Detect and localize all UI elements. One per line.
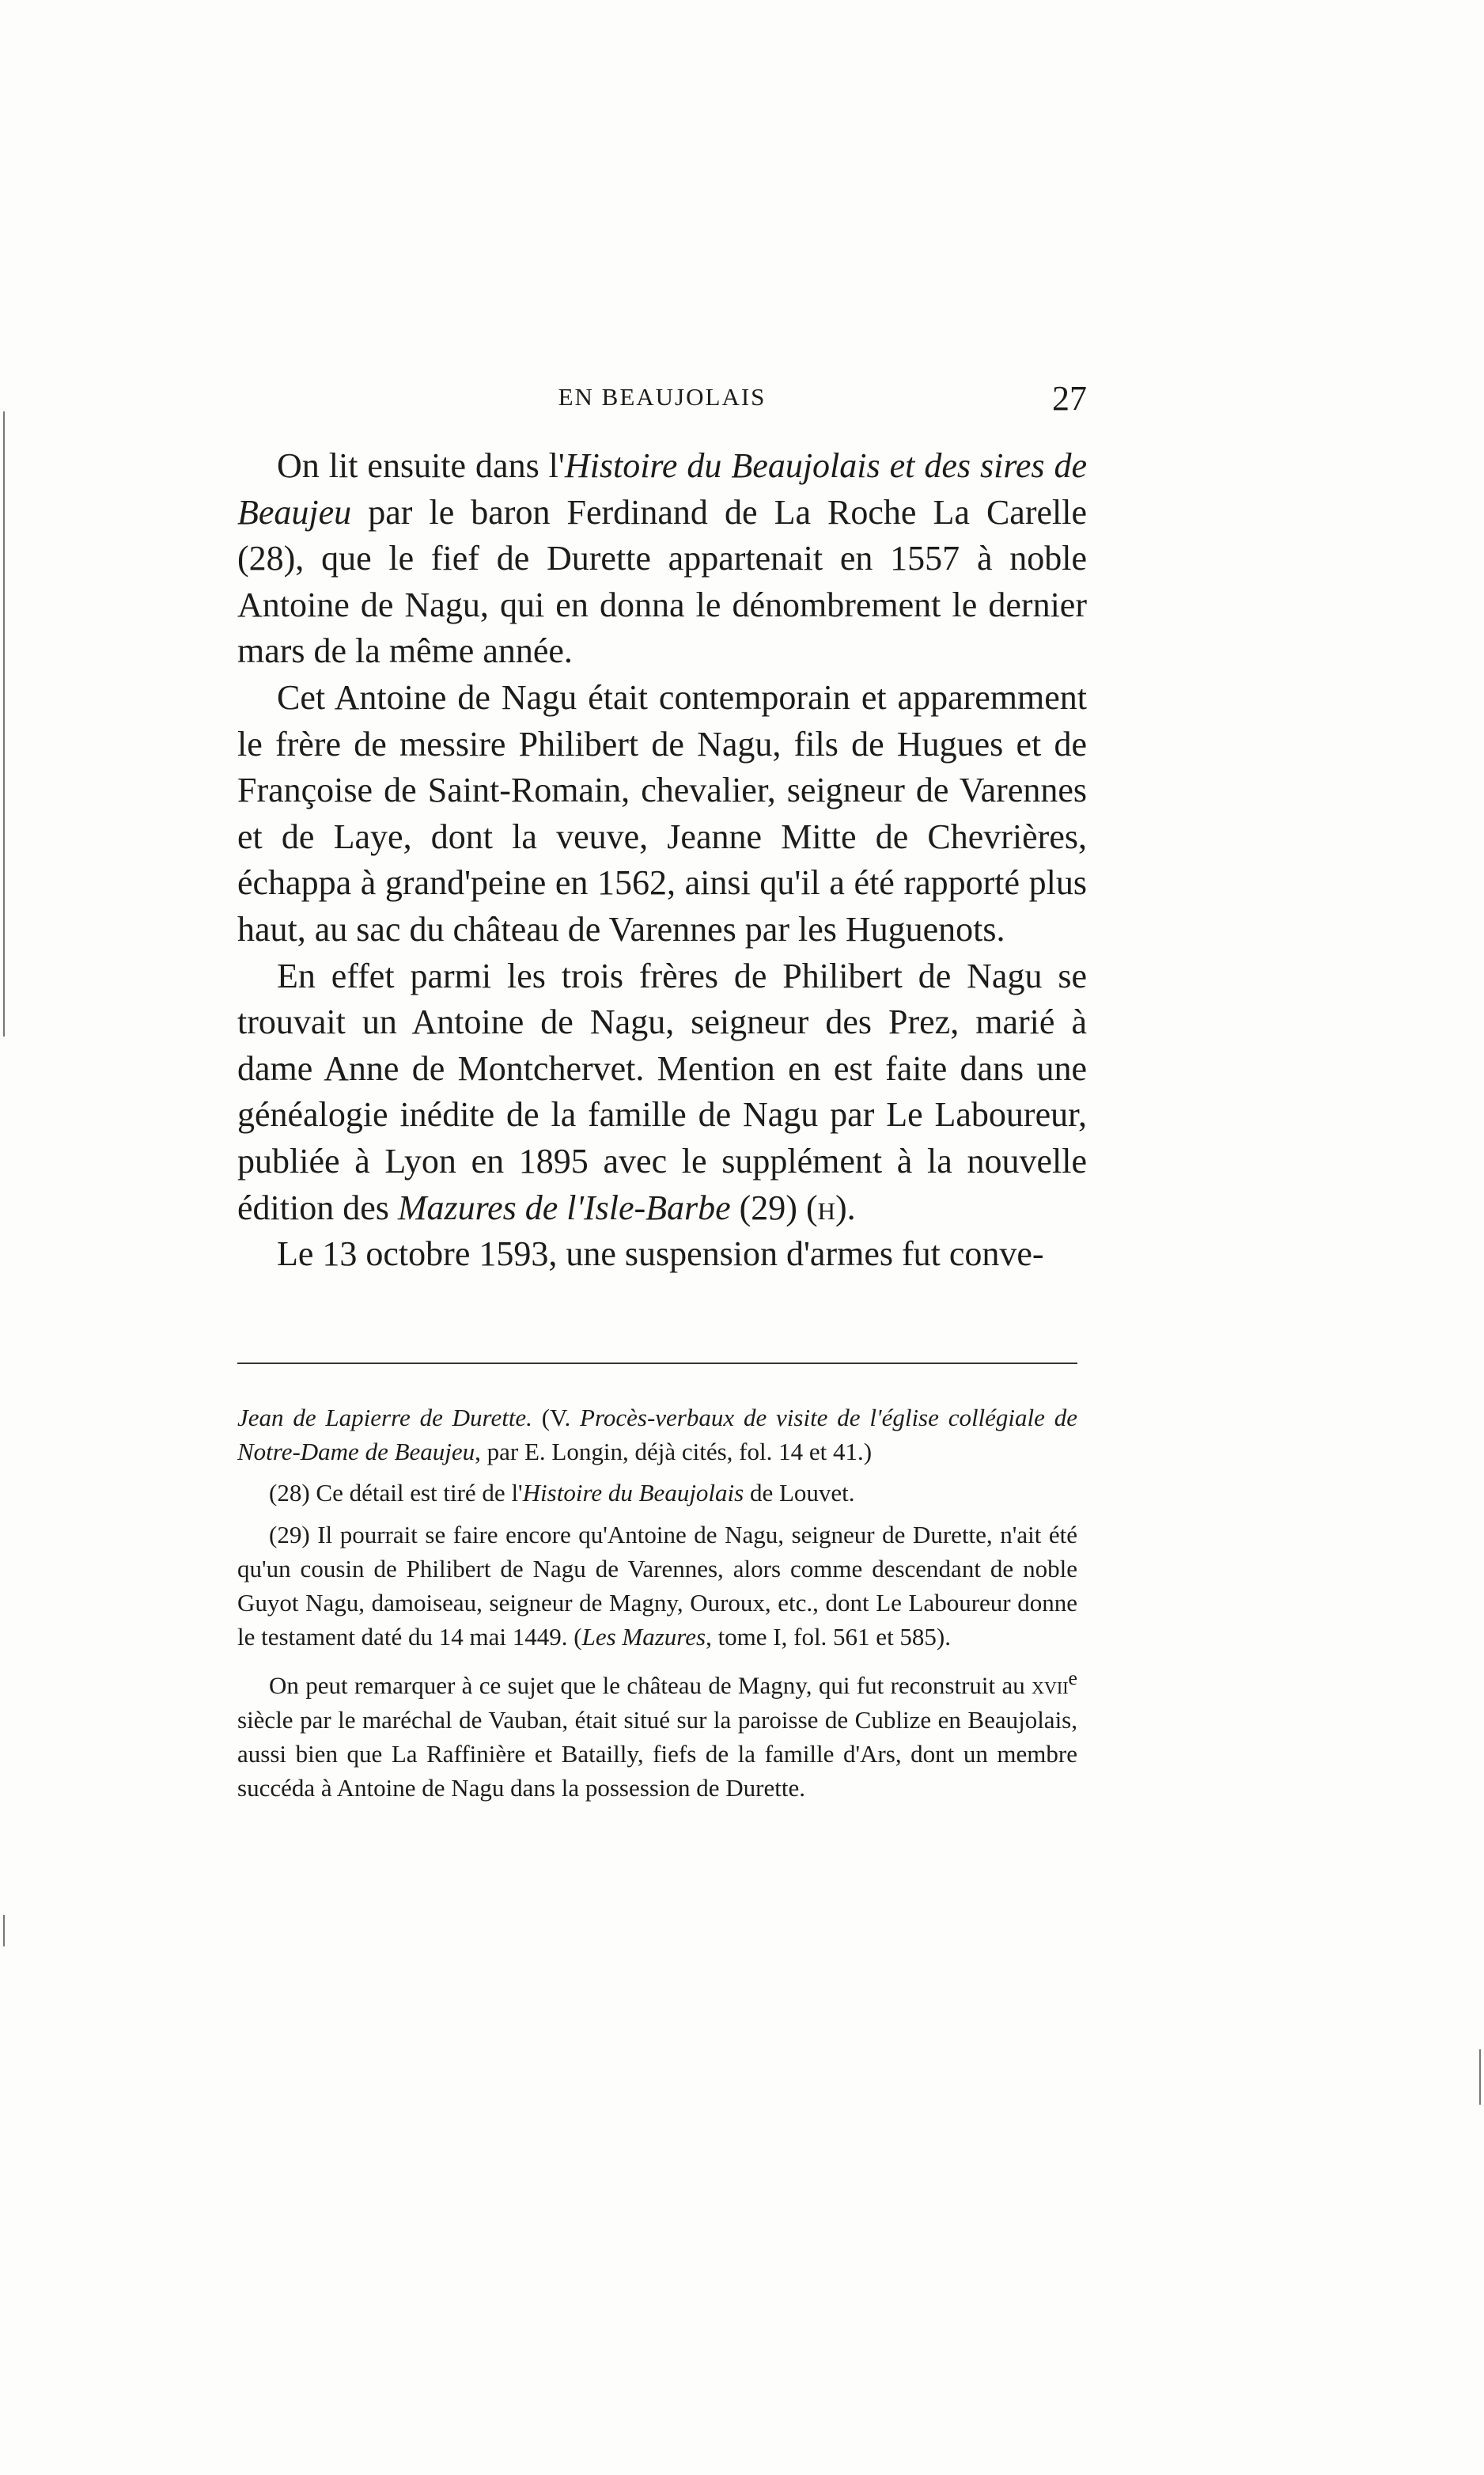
paragraph-3-text-cont: (29) ( [730,1188,818,1227]
footnote-29b-text: On peut remarquer à ce sujet que le château de Magny, qui fut reconstruit au [269,1671,1032,1700]
body-text [237,443,1087,1278]
footnote-29 [237,1518,1077,1654]
page-number: 27 [1052,379,1087,418]
footnote-29-text: (29) Il pourrait se faire encore qu'Antoine de Nagu, seigneur de Durette, n'ait été qu'un cousin de Philibert de Nagu de Varennes, alors comme descendant de noble Guyot Nagu, damoiseau, seigneur de Magny, Ouroux, etc., dont Le Laboureur donne le testament daté du 14 mai 1449. ( [237,1520,1077,1651]
footnote-29b-text-end: siècle par le maréchal de Vauban, était situé sur la paroisse de Cublize en Beaujolais, aussi bien que La Raffinière et Batailly, fiefs de la famille d'Ars, dont un membre succéda à Antoine de Nagu dans la possession de Durette. [237,1705,1077,1802]
footnotes [237,1400,1077,1813]
book-title-mazures: Mazures de l'Isle-Barbe [397,1188,731,1227]
footnote-cont-text-end: , par E. Longin, déjà cités, fol. 14 et 41.) [475,1438,873,1466]
footnote-28-text-end: de Louvet. [744,1479,855,1507]
margin-scan-mark-left [3,411,5,1037]
footnote-cont-text: (V. [532,1404,581,1431]
footnote-separator [237,1363,1077,1364]
margin-scan-mark-right [1479,2049,1481,2105]
century-numeral: xvii [1032,1671,1069,1700]
footnote-cont-italic-title: Procès-verbaux de visite de l'église collégiale de Notre-Dame de Beaujeu [237,1404,1077,1466]
paragraph-3 [237,953,1087,1232]
paragraph-3-text-end: ). [835,1188,856,1227]
century-superscript: e [1068,1666,1077,1690]
footnote-continuation [237,1400,1077,1469]
footnote-29-text-end: , tome I, fol. 561 et 585). [706,1623,952,1651]
paragraph-1-text: On lit ensuite dans l' [277,446,565,485]
note-reference-h: h [817,1188,836,1227]
paragraph-1 [237,443,1087,675]
footnote-28 [237,1476,1077,1510]
footnote-cont-italic-name: Jean de Lapierre de Durette. [237,1404,532,1431]
paragraph-1-text-cont: par le baron Ferdinand de La Roche La Carelle (28), que le fief de Durette appartenait en 1557 à noble Antoine de Nagu, qui en donna le dénombrement le dernier mars de la même année. [237,492,1087,671]
page-header [237,379,1087,430]
footnote-28-text: (28) Ce détail est tiré de l' [269,1479,523,1507]
running-title: EN BEAUJOLAIS [558,383,767,411]
paragraph-2: Cet Antoine de Nagu était contemporain et apparemment le frère de messire Philibert de Nagu, fils de Hugues et de Françoise de Saint-Romain, chevalier, seigneur de Varennes et de Laye, dont la veuve, Jeanne Mitte de Chevrières, échappa à grand'peine en 1562, ainsi qu'il a été rapporté plus haut, au sac du château de Varennes par les Huguenots. [237,677,1087,949]
footnote-29-italic-title: Les Mazures [581,1623,706,1651]
footnote-28-italic-title: Histoire du Beaujolais [522,1479,744,1507]
margin-scan-mark-left-lower [3,1915,5,1946]
paragraph-3-text: En effet parmi les trois frères de Philibert de Nagu se trouvait un Antoine de Nagu, seigneur des Prez, marié à dame Anne de Montchervet. Mention en est faite dans une généalogie inédite de la famille de Nagu par Le Laboureur, publiée à Lyon en 1895 avec le supplément à la nouvelle édition des [237,956,1087,1227]
paragraph-4: Le 13 octobre 1593, une suspension d'armes fut conve- [277,1234,1044,1274]
book-title-histoire-beaujolais: Histoire du Beaujolais et des sires de Beaujeu [237,446,1087,532]
footnote-29-continuation [237,1661,1077,1805]
